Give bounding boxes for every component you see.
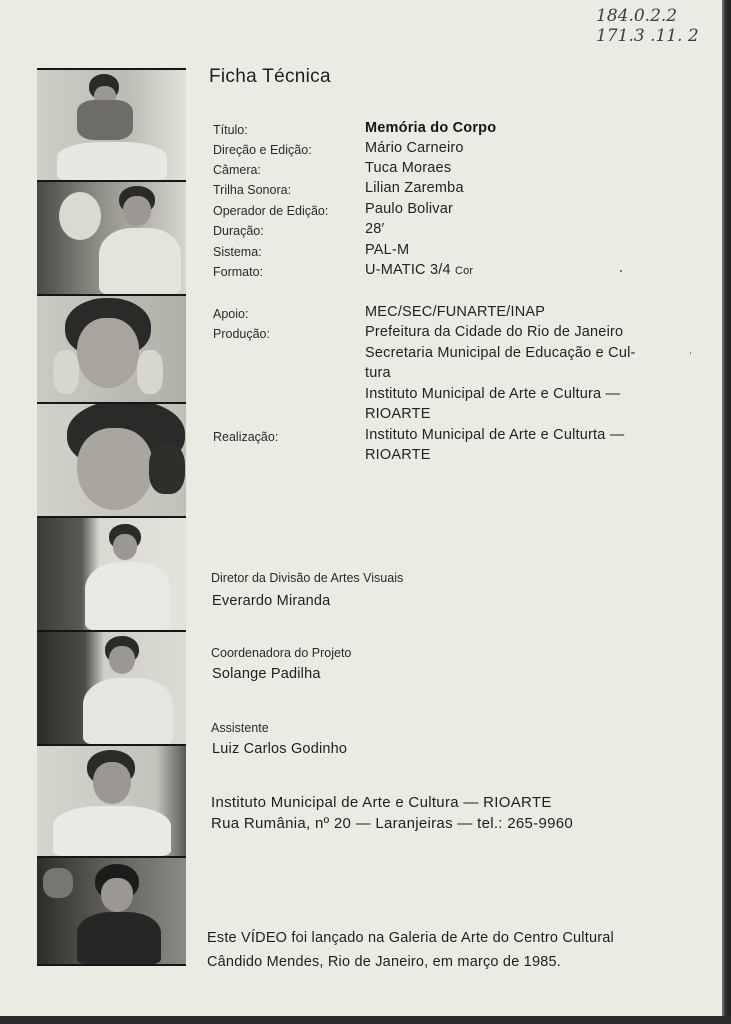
staff-role: Assistente	[211, 721, 269, 735]
producao-line: tura	[365, 365, 391, 381]
credit-row	[0, 140, 722, 160]
paper-speck	[620, 270, 622, 272]
credit-row	[0, 201, 722, 221]
credit-value: Mário Carneiro	[365, 140, 464, 156]
catalog-line-2: 171.3 .11. 2	[596, 26, 699, 46]
credit-row	[0, 262, 722, 282]
credit-label: Câmera:	[213, 163, 261, 177]
credit-value: 28′	[365, 221, 385, 237]
photo-frame-5	[37, 518, 186, 630]
realizacao-line: RIOARTE	[365, 447, 431, 463]
staff-name: Luiz Carlos Godinho	[212, 741, 348, 757]
staff-name: Everardo Miranda	[212, 593, 331, 609]
release-note-line-2: Cândido Mendes, Rio de Janeiro, em março de 1985.	[207, 954, 561, 970]
address-line-1: Instituto Municipal de Arte e Cultura — RIOARTE	[211, 794, 552, 811]
producao-line: Prefeitura da Cidade do Rio de Janeiro	[365, 324, 624, 340]
credit-label: Sistema:	[213, 245, 262, 259]
format-value: U-MATIC 3/4	[365, 262, 451, 278]
credit-row	[0, 160, 722, 180]
credit-value: PAL-M	[365, 242, 410, 258]
credit-value: Lilian Zaremba	[365, 180, 464, 196]
staff-role: Coordenadora do Projeto	[211, 646, 352, 660]
credit-value: Memória do Corpo	[365, 120, 497, 136]
credit-label: Formato:	[213, 265, 264, 279]
address-line-2: Rua Rumânia, nº 20 — Laranjeiras — tel.: 265-9960	[211, 815, 574, 832]
apoio-value: MEC/SEC/FUNARTE/INAP	[365, 304, 546, 320]
scan-edge-right	[722, 0, 731, 1024]
photo-frame-3	[37, 296, 186, 402]
credit-value	[365, 262, 473, 278]
producao-label: Produção:	[213, 327, 270, 341]
credit-label: Título:	[213, 123, 248, 137]
staff-role: Diretor da Divisão de Artes Visuais	[211, 571, 404, 585]
photo-frame-6	[37, 632, 186, 744]
photo-frame-8	[37, 858, 186, 964]
credit-label: Direção e Edição:	[213, 143, 312, 157]
producao-line: Secretaria Municipal de Educação e Cul-	[365, 345, 636, 361]
staff-name: Solange Padilha	[212, 666, 321, 682]
photo-frame-4	[37, 404, 186, 516]
credit-label: Trilha Sonora:	[213, 183, 292, 197]
credit-value: Tuca Moraes	[365, 160, 452, 176]
catalog-line-1: 184.0.2.2	[596, 6, 678, 26]
photo-frame-7	[37, 746, 186, 856]
apoio-label: Apoio:	[213, 307, 249, 321]
producao-line: Instituto Municipal de Arte e Cultura —	[365, 386, 621, 402]
format-color-suffix: Cor	[454, 265, 474, 277]
credit-row	[0, 180, 722, 200]
realizacao-label: Realização:	[213, 430, 279, 444]
credit-value: Paulo Bolivar	[365, 201, 454, 217]
credit-label: Duração:	[213, 224, 264, 238]
release-note-line-1: Este VÍDEO foi lançado na Galeria de Arte do Centro Cultural	[207, 930, 614, 946]
credit-label: Operador de Edição:	[213, 204, 329, 218]
handwritten-catalog-number	[596, 6, 699, 46]
producao-line: RIOARTE	[365, 406, 431, 422]
scan-edge-bottom	[0, 1016, 731, 1024]
credit-row	[0, 242, 722, 262]
page-title: Ficha Técnica	[209, 66, 331, 87]
realizacao-line: Instituto Municipal de Arte e Culturta —	[365, 427, 625, 443]
credit-row	[0, 120, 722, 140]
credit-row	[0, 221, 722, 241]
paper-speck	[690, 352, 691, 354]
